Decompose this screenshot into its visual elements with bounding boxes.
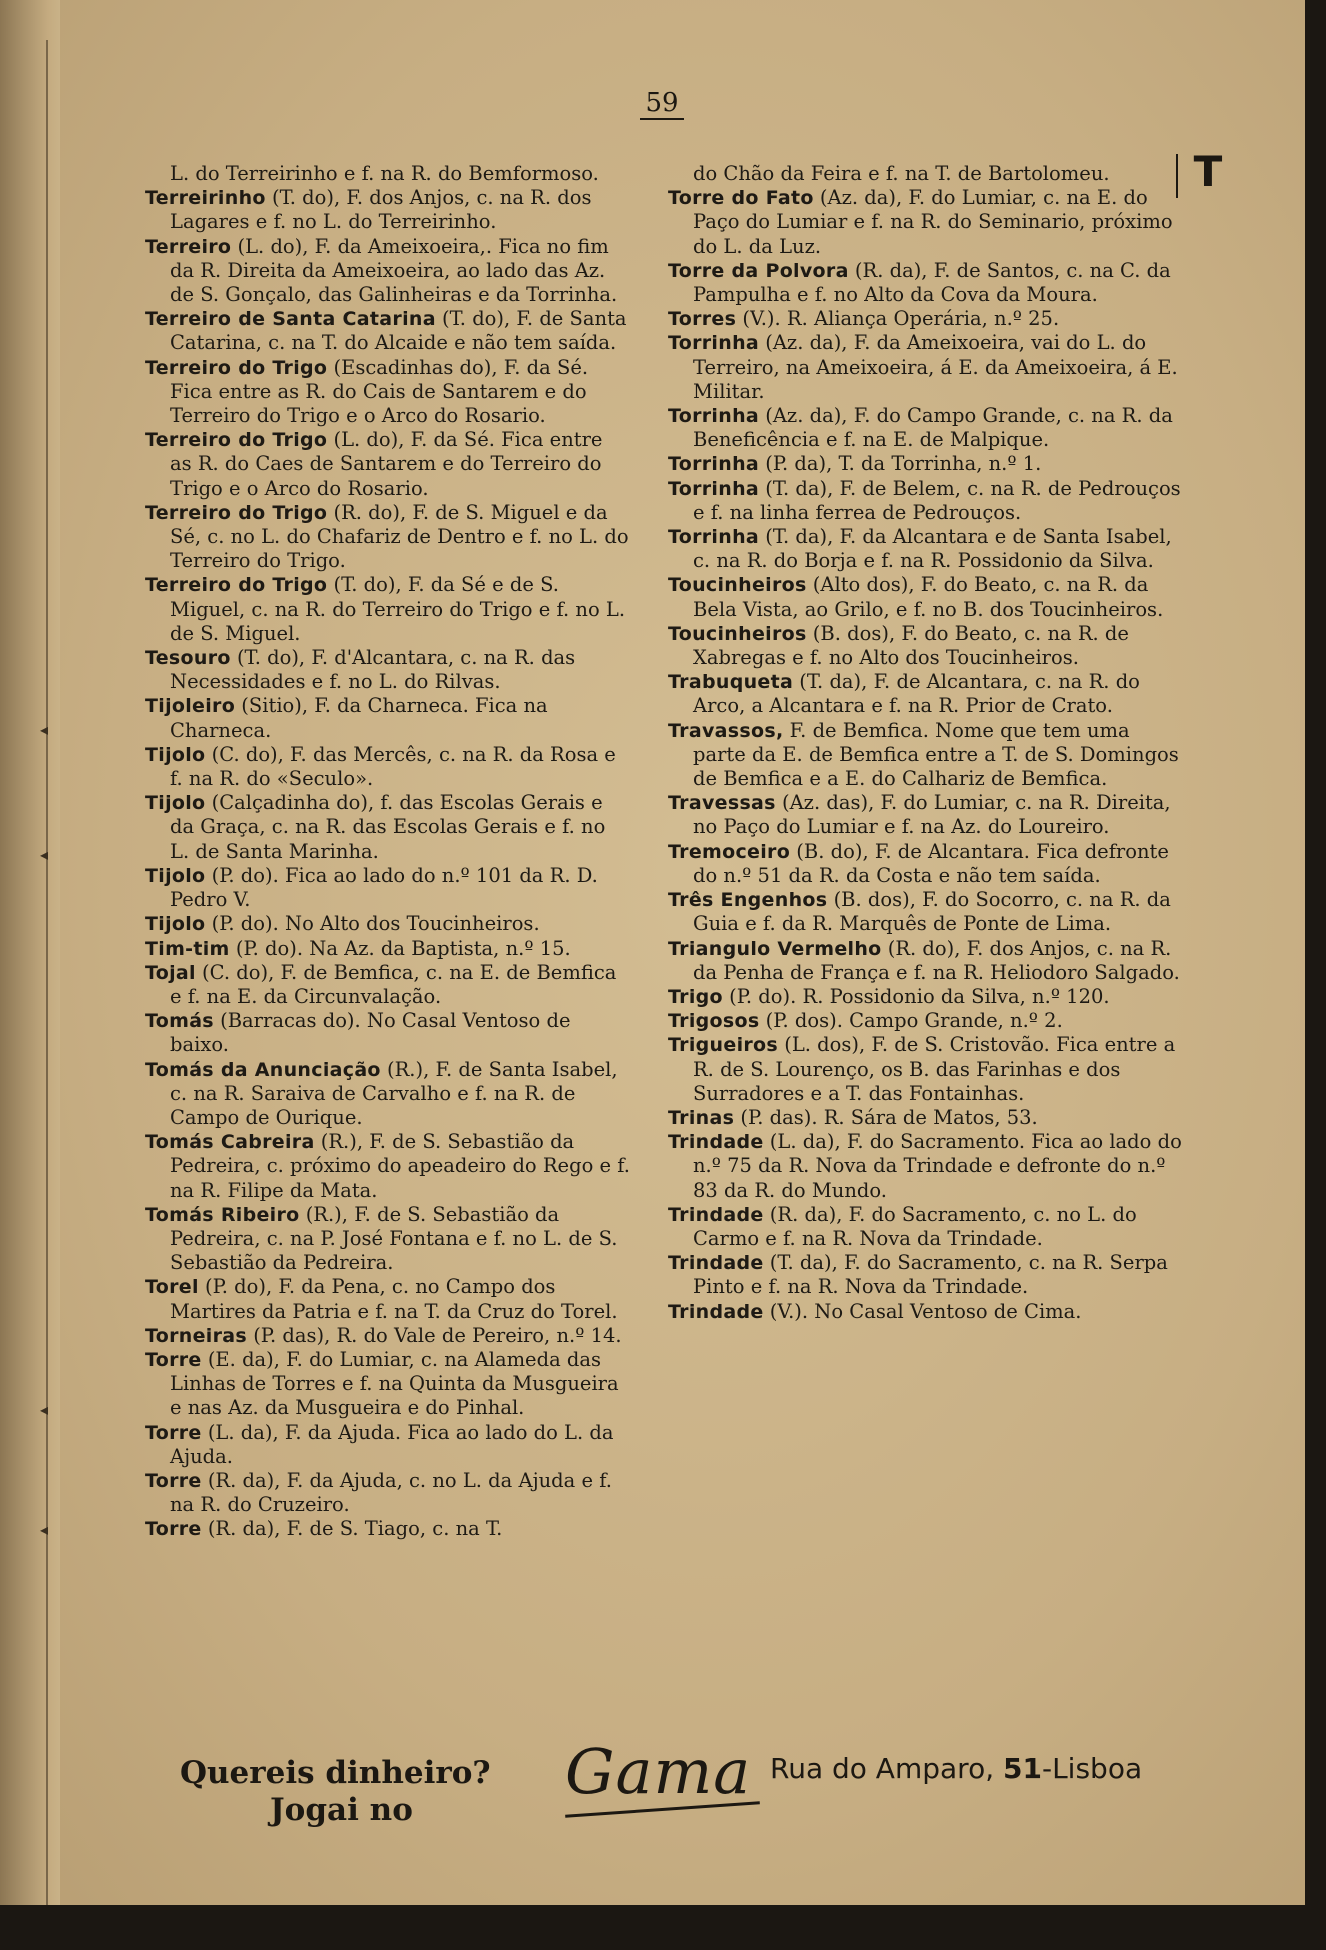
entry-headword: Tomás Ribeiro — [145, 1203, 300, 1226]
margin-mark: ◂ — [40, 845, 49, 864]
entry-headword: Terreiro do Trigo — [145, 574, 328, 597]
entry-headword: Torre da Polvora — [668, 259, 849, 282]
gazetteer-entry — [145, 864, 630, 912]
entry-text: (L. da), F. da Ajuda. Fica ao lado do L. da Ajuda. — [170, 1420, 614, 1468]
gazetteer-entry — [145, 1348, 630, 1421]
entry-headword: Tijolo — [145, 864, 206, 887]
gazetteer-entry — [668, 937, 1183, 985]
entry-headword: Trindade — [668, 1203, 764, 1226]
entry-text: (P. do). No Alto dos Toucinheiros. — [205, 912, 540, 936]
margin-mark: ◂ — [40, 1400, 49, 1419]
entry-headword: Toucinheiros — [668, 622, 807, 645]
entry-headword: Terreiro do Trigo — [145, 356, 328, 379]
gazetteer-entry — [145, 646, 630, 694]
gazetteer-entry — [668, 791, 1183, 839]
entry-text: (Sitio), F. da Charneca. Fica na Charneca. — [170, 694, 548, 742]
gazetteer-entry — [668, 1033, 1183, 1106]
margin-mark: ◂ — [40, 720, 49, 739]
gazetteer-entry — [668, 840, 1183, 888]
entry-text: (P. das). R. Sára de Matos, 53. — [734, 1105, 1038, 1129]
entry-headword: Trigosos — [668, 1010, 760, 1033]
gazetteer-entry — [145, 1421, 630, 1469]
entry-headword: Terreirinho — [145, 187, 266, 210]
gazetteer-entry — [668, 307, 1183, 331]
gazetteer-entry — [145, 428, 630, 501]
entry-text: (T. do), F. dos Anjos, c. na R. dos Lagares e f. no L. do Terreirinho. — [170, 186, 592, 234]
entry-text: (P. do). R. Possidonio da Silva, n.º 120. — [722, 984, 1110, 1008]
gazetteer-entry — [668, 162, 1183, 186]
address-prefix: Rua do Amparo, — [770, 1752, 1003, 1785]
entry-text: (R.), F. de S. Sebastião da Pedreira, c. na P. José Fontana e f. no L. de S. Sebastião da Pedreira. — [170, 1202, 618, 1275]
address-number: 51 — [1003, 1752, 1042, 1785]
entry-text: (C. do), F. das Mercês, c. na R. da Rosa e f. na R. do «Seculo». — [170, 742, 616, 791]
gazetteer-entry — [145, 1324, 630, 1348]
advert-address — [770, 1752, 1142, 1785]
entry-headword: Trindade — [668, 1131, 764, 1154]
margin-mark: ◂ — [40, 1520, 49, 1539]
gazetteer-entry — [145, 235, 630, 308]
entry-text: (P. do). Fica ao lado do n.º 101 da R. D. Pedro V. — [170, 863, 598, 912]
gazetteer-entry — [145, 791, 630, 864]
entry-headword: Tijolo — [145, 913, 206, 936]
entry-text: do Chão da Feira e f. na T. de Bartolomeu. — [693, 162, 1110, 185]
gazetteer-entry — [145, 1203, 630, 1276]
entry-text: (T. da), F. de Belem, c. na R. de Pedrouços e f. na linha ferrea de Pedrouços. — [693, 476, 1181, 524]
gazetteer-entry — [668, 985, 1183, 1009]
entry-headword: Três Engenhos — [668, 889, 828, 912]
entry-headword: Torres — [668, 308, 737, 331]
gazetteer-entry — [145, 1130, 630, 1203]
entry-headword: Trindade — [668, 1252, 764, 1275]
gazetteer-entry — [145, 356, 630, 429]
gazetteer-entry — [668, 331, 1183, 404]
gazetteer-entry — [145, 912, 630, 936]
entry-headword: Terreiro — [145, 235, 232, 258]
entry-text: (T. do), F. da Sé e de S. Miguel, c. na R. do Terreiro do Trigo e f. no L. de S. Miguel. — [170, 573, 626, 645]
entry-headword: Torre do Fato — [668, 187, 814, 210]
entry-headword: Trinas — [668, 1106, 735, 1129]
entry-headword: Torneiras — [145, 1324, 247, 1347]
entry-text: (R. do), F. de S. Miguel e da Sé, c. no L. do Chafariz de Dentro e f. no L. do Terreiro do Trigo. — [170, 500, 629, 573]
gazetteer-entry — [668, 1300, 1183, 1324]
entry-text: F. de Bemfica. Nome que tem uma parte da E. de Bemfica entre a T. de S. Domingos de Bemfica e a E. do Calhariz de Bemfica. — [693, 718, 1179, 791]
gazetteer-entry — [668, 186, 1183, 259]
entry-headword: Torrinha — [668, 477, 760, 500]
entry-headword: Torre — [145, 1348, 202, 1371]
gazetteer-entry — [668, 1130, 1183, 1203]
entry-headword: Toucinheiros — [668, 574, 807, 597]
page-spine — [0, 0, 60, 1950]
entry-text: (C. do), F. de Bemfica, c. na E. de Bemfica e f. na E. da Circunvalação. — [170, 960, 617, 1008]
right-column — [668, 162, 1183, 1324]
gazetteer-entry — [145, 1009, 630, 1057]
entry-headword: Torre — [145, 1469, 202, 1492]
entry-headword: Tijolo — [145, 792, 206, 815]
entry-text: (R. da), F. da Ajuda, c. no L. da Ajuda e f. na R. do Cruzeiro. — [170, 1468, 612, 1517]
entry-text: (Az. da), F. do Campo Grande, c. na R. da Beneficência e f. na E. de Malpique. — [693, 404, 1173, 452]
gazetteer-entry — [145, 1469, 630, 1517]
gazetteer-entry — [668, 573, 1183, 621]
gazetteer-entry — [145, 961, 630, 1009]
entry-headword: Tremoceiro — [668, 840, 791, 863]
gazetteer-entry — [145, 307, 630, 355]
entry-headword: Torrinha — [668, 405, 760, 428]
entry-text: (Barracas do). No Casal Ventoso de baixo. — [170, 1009, 571, 1057]
gazetteer-entry — [668, 1251, 1183, 1299]
entry-headword: Tojal — [145, 961, 196, 984]
entry-text: (R.), F. de Santa Isabel, c. na R. Saraiva de Carvalho e f. na R. de Campo de Ourique. — [170, 1057, 618, 1129]
entry-text: (P. da), T. da Torrinha, n.º 1. — [759, 452, 1042, 476]
gazetteer-entry — [668, 525, 1183, 573]
spine-fold-line — [46, 40, 48, 1920]
entry-text: (L. da), F. do Sacramento. Fica ao lado do n.º 75 da R. Nova da Trindade e defronte do n.º 83 da R. do Mundo. — [693, 1130, 1182, 1202]
entry-text: (V.). No Casal Ventoso de Cima. — [763, 1299, 1082, 1323]
entry-headword: Tim-tim — [145, 937, 230, 960]
advert-question-2: Jogai no — [270, 1792, 413, 1828]
entry-text: (Calçadinha do), f. das Escolas Gerais e da Graça, c. na R. das Escolas Gerais e f. no L. de Santa Marinha. — [170, 791, 606, 863]
entry-headword: Trigo — [668, 985, 723, 1008]
gazetteer-entry — [668, 719, 1183, 792]
gazetteer-entry — [145, 743, 630, 791]
entry-headword: Travessas — [668, 792, 776, 815]
entry-text: (P. das), R. do Vale de Pereiro, n.º 14. — [247, 1323, 622, 1347]
entry-headword: Torre — [145, 1518, 202, 1541]
entry-text: (T. da), F. da Alcantara e de Santa Isabel, c. na R. do Borja e f. na R. Possidonio da Silva. — [693, 525, 1172, 573]
entry-text: (P. do). Na Az. da Baptista, n.º 15. — [229, 936, 571, 960]
entry-headword: Terreiro do Trigo — [145, 429, 328, 452]
gazetteer-entry — [668, 622, 1183, 670]
entry-text: (R. da), F. de S. Tiago, c. na T. — [201, 1517, 503, 1541]
entry-headword: Torrinha — [668, 526, 760, 549]
gazetteer-entry — [145, 1275, 630, 1323]
entry-text: (Az. da), F. do Lumiar, c. na E. do Paço do Lumiar e f. na R. do Seminario, próximo do L. da Luz. — [693, 186, 1173, 258]
left-column — [145, 162, 630, 1542]
entry-headword: Tomás da Anunciação — [145, 1058, 381, 1081]
entry-headword: Torre — [145, 1421, 202, 1444]
gazetteer-entry — [668, 259, 1183, 307]
entry-text: (P. dos). Campo Grande, n.º 2. — [759, 1009, 1063, 1033]
gazetteer-entry — [145, 937, 630, 961]
entry-text: (V.). R. Aliança Operária, n.º 25. — [736, 307, 1060, 331]
entry-headword: Trabuqueta — [668, 671, 794, 694]
address-suffix: -Lisboa — [1041, 1752, 1143, 1785]
entry-headword: Trigueiros — [668, 1034, 779, 1057]
entry-text: (R. da), F. de Santos, c. na C. da Pampulha e f. no Alto da Cova da Moura. — [693, 258, 1171, 307]
entry-text: (T. do), F. de Santa Catarina, c. na T. do Alcaide e não tem saída. — [170, 307, 627, 355]
entry-text: (E. da), F. do Lumiar, c. na Alameda das Linhas de Torres e f. na Quinta da Musgueira e nas Az. da Musgueira e do Pinhal. — [170, 1347, 619, 1420]
advertisement — [170, 1735, 1170, 1850]
entry-headword: Terreiro do Trigo — [145, 501, 328, 524]
gazetteer-entry — [145, 162, 630, 186]
entry-text: (R. do), F. dos Anjos, c. na R. da Penha de França e f. na R. Heliodoro Salgado. — [693, 936, 1180, 984]
page-number: 59 — [640, 88, 684, 120]
entry-headword: Tijolo — [145, 743, 206, 766]
gazetteer-entry — [668, 670, 1183, 718]
entry-headword: Tijoleiro — [145, 695, 236, 718]
entry-text: (Alto dos), F. do Beato, c. na R. da Bela Vista, ao Grilo, e f. no B. dos Toucinheiros. — [693, 573, 1164, 621]
gazetteer-entry — [145, 1058, 630, 1131]
gama-logo: Gama — [565, 1735, 752, 1808]
entry-text: (T. da), F. de Alcantara, c. na R. do Arco, a Alcantara e f. na R. Prior de Crato. — [693, 670, 1140, 718]
entry-headword: Tomás Cabreira — [145, 1131, 315, 1154]
entry-headword: Tesouro — [145, 647, 231, 670]
gazetteer-entry — [668, 1009, 1183, 1033]
gazetteer-entry — [668, 1203, 1183, 1251]
gazetteer-entry — [668, 888, 1183, 936]
entry-text: (L. do), F. da Sé. Fica entre as R. do Caes de Santarem e do Terreiro do Trigo e o Arco do Rosario. — [170, 428, 603, 500]
gazetteer-entry — [668, 404, 1183, 452]
advert-question: Quereis dinheiro? — [180, 1755, 491, 1791]
entry-text: (B. do), F. de Alcantara. Fica defronte do n.º 51 da R. da Costa e não tem saída. — [693, 839, 1169, 887]
entry-text: (R. da), F. do Sacramento, c. no L. do Carmo e f. na R. Nova da Trindade. — [693, 1202, 1137, 1250]
gazetteer-entry — [145, 573, 630, 646]
entry-text: (Az. da), F. da Ameixoeira, vai do L. do Terreiro, na Ameixoeira, á E. da Ameixoeira, á E. Militar. — [693, 331, 1178, 403]
entry-text: (Az. das), F. do Lumiar, c. na R. Direita, no Paço do Lumiar e f. na Az. do Loureiro. — [693, 791, 1171, 839]
entry-text: (T. do), F. d'Alcantara, c. na R. das Necessidades e f. no L. do Rilvas. — [170, 646, 576, 694]
section-letter: T — [1180, 150, 1236, 194]
entry-headword: Travassos, — [668, 719, 784, 742]
entry-headword: Trindade — [668, 1300, 764, 1323]
scan-border — [0, 1905, 1305, 1950]
entry-text: (P. do), F. da Pena, c. no Campo dos Martires da Patria e f. na T. da Cruz do Torel. — [170, 1275, 618, 1323]
entry-text: (B. dos), F. do Beato, c. na R. de Xabregas e f. no Alto dos Toucinheiros. — [693, 621, 1129, 670]
entry-text: (Escadinhas do), F. da Sé. Fica entre as R. do Cais de Santarem e do Terreiro do Trigo e o Arco do Rosario. — [170, 355, 589, 428]
entry-text: (R.), F. de S. Sebastião da Pedreira, c. próximo do apeadeiro do Rego e f. na R. Filipe da Mata. — [170, 1130, 630, 1202]
entry-text: (L. dos), F. de S. Cristovão. Fica entre a R. de S. Lourenço, os B. das Farinhas e dos Surradores e a T. das Fontainhas. — [693, 1033, 1176, 1105]
gazetteer-entry — [668, 1106, 1183, 1130]
entry-text: (L. do), F. da Ameixoeira,. Fica no fim da R. Direita da Ameixoeira, ao lado das Az. de S. Gonçalo, das Galinheiras e da Torrinha. — [170, 234, 618, 307]
entry-text: L. do Terreirinho e f. na R. do Bemformoso. — [170, 162, 599, 185]
entry-headword: Tomás — [145, 1010, 214, 1033]
entry-text: (T. da), F. do Sacramento, c. na R. Serpa Pinto e f. na R. Nova da Trindade. — [693, 1251, 1168, 1299]
gazetteer-entry — [145, 186, 630, 234]
entry-headword: Torel — [145, 1276, 199, 1299]
gazetteer-entry — [668, 452, 1183, 476]
entry-text: (B. dos), F. do Socorro, c. na R. da Guia e f. da R. Marquês de Ponte de Lima. — [693, 888, 1171, 936]
entry-headword: Terreiro de Santa Catarina — [145, 308, 436, 331]
gazetteer-entry — [145, 694, 630, 742]
entry-headword: Torrinha — [668, 453, 760, 476]
gazetteer-entry — [145, 501, 630, 574]
gazetteer-entry — [145, 1517, 630, 1541]
entry-headword: Triangulo Vermelho — [668, 937, 882, 960]
entry-headword: Torrinha — [668, 332, 760, 355]
gazetteer-entry — [668, 477, 1183, 525]
